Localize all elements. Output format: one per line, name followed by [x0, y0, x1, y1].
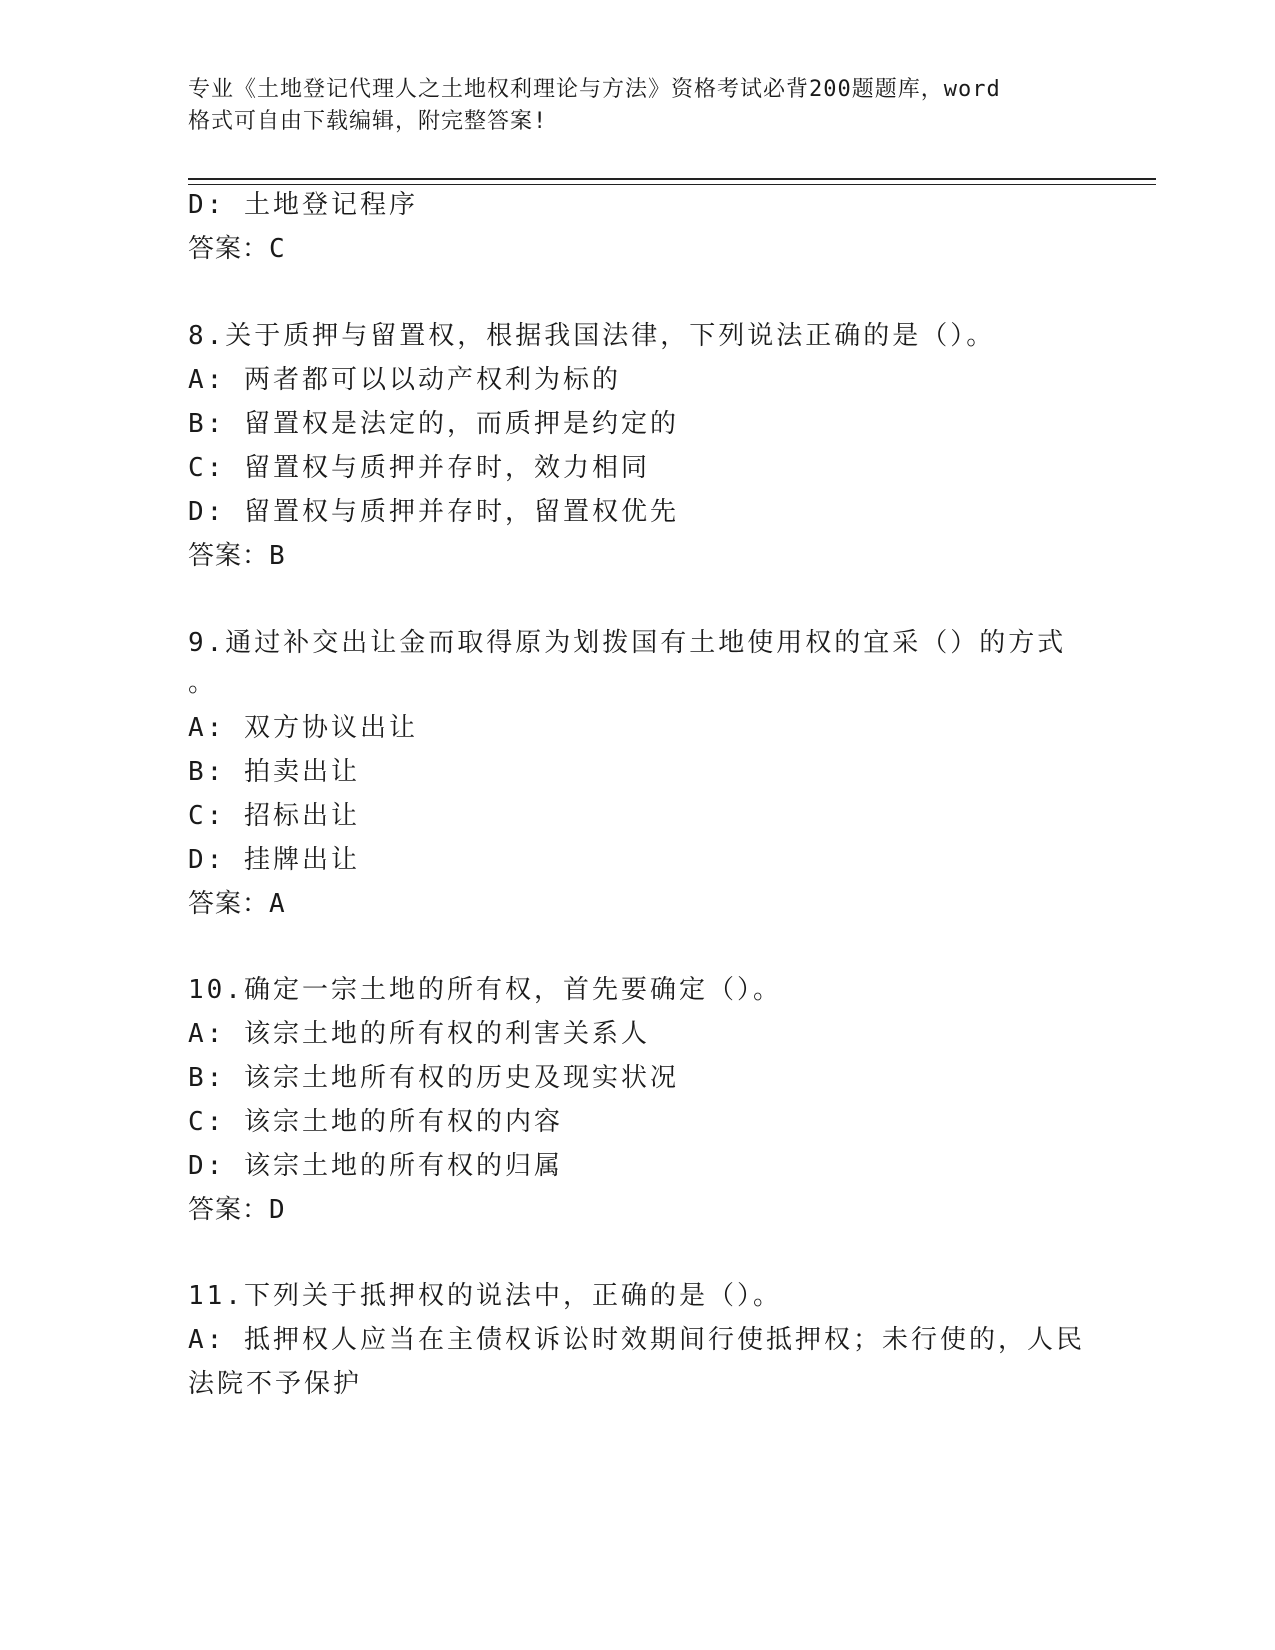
question-11-stem: 11.下列关于抵押权的说法中，正确的是（）。 — [188, 1281, 782, 1311]
header-divider-thin — [188, 184, 1156, 185]
question-8-option-b: B: 留置权是法定的，而质押是约定的 — [188, 409, 679, 439]
question-8-option-a: A: 两者都可以以动产权利为标的 — [188, 365, 621, 395]
question-8-answer: 答案：B — [188, 541, 286, 571]
question-8-option-d: D: 留置权与质押并存时，留置权优先 — [188, 497, 679, 527]
question-9-option-a: A: 双方协议出让 — [188, 713, 418, 743]
question-9-option-d: D: 挂牌出让 — [188, 845, 360, 875]
prev-option-d: D: 土地登记程序 — [188, 190, 418, 220]
header-line-1: 专业《土地登记代理人之土地权利理论与方法》资格考试必背200题题库，word — [188, 77, 1001, 102]
question-11-option-a-cont: 法院不予保护 — [188, 1369, 363, 1399]
question-8-option-c: C: 留置权与质押并存时，效力相同 — [188, 453, 650, 483]
question-11-option-a: A: 抵押权人应当在主债权诉讼时效期间行使抵押权；未行使的，人民 — [188, 1325, 1085, 1355]
question-9-option-c: C: 招标出让 — [188, 801, 360, 831]
question-8-stem: 8.关于质押与留置权，根据我国法律，下列说法正确的是（）。 — [188, 321, 996, 351]
question-10-option-d: D: 该宗土地的所有权的归属 — [188, 1151, 563, 1181]
question-10-option-b: B: 该宗土地所有权的历史及现实状况 — [188, 1063, 679, 1093]
header-line-2: 格式可自由下载编辑，附完整答案! — [188, 109, 548, 134]
question-10-option-a: A: 该宗土地的所有权的利害关系人 — [188, 1019, 650, 1049]
question-9-stem-cont: 。 — [188, 668, 218, 698]
header-divider-thick — [188, 178, 1156, 180]
document-header — [188, 74, 1068, 138]
question-9-answer: 答案：A — [188, 889, 286, 919]
question-10-stem: 10.确定一宗土地的所有权，首先要确定（）。 — [188, 975, 782, 1005]
question-9-stem: 9.通过补交出让金而取得原为划拨国有土地使用权的宜采（）的方式 — [188, 628, 1067, 658]
question-9-option-b: B: 拍卖出让 — [188, 757, 360, 787]
prev-answer: 答案：C — [188, 234, 286, 264]
question-10-answer: 答案：D — [188, 1195, 286, 1225]
question-10-option-c: C: 该宗土地的所有权的内容 — [188, 1107, 563, 1137]
